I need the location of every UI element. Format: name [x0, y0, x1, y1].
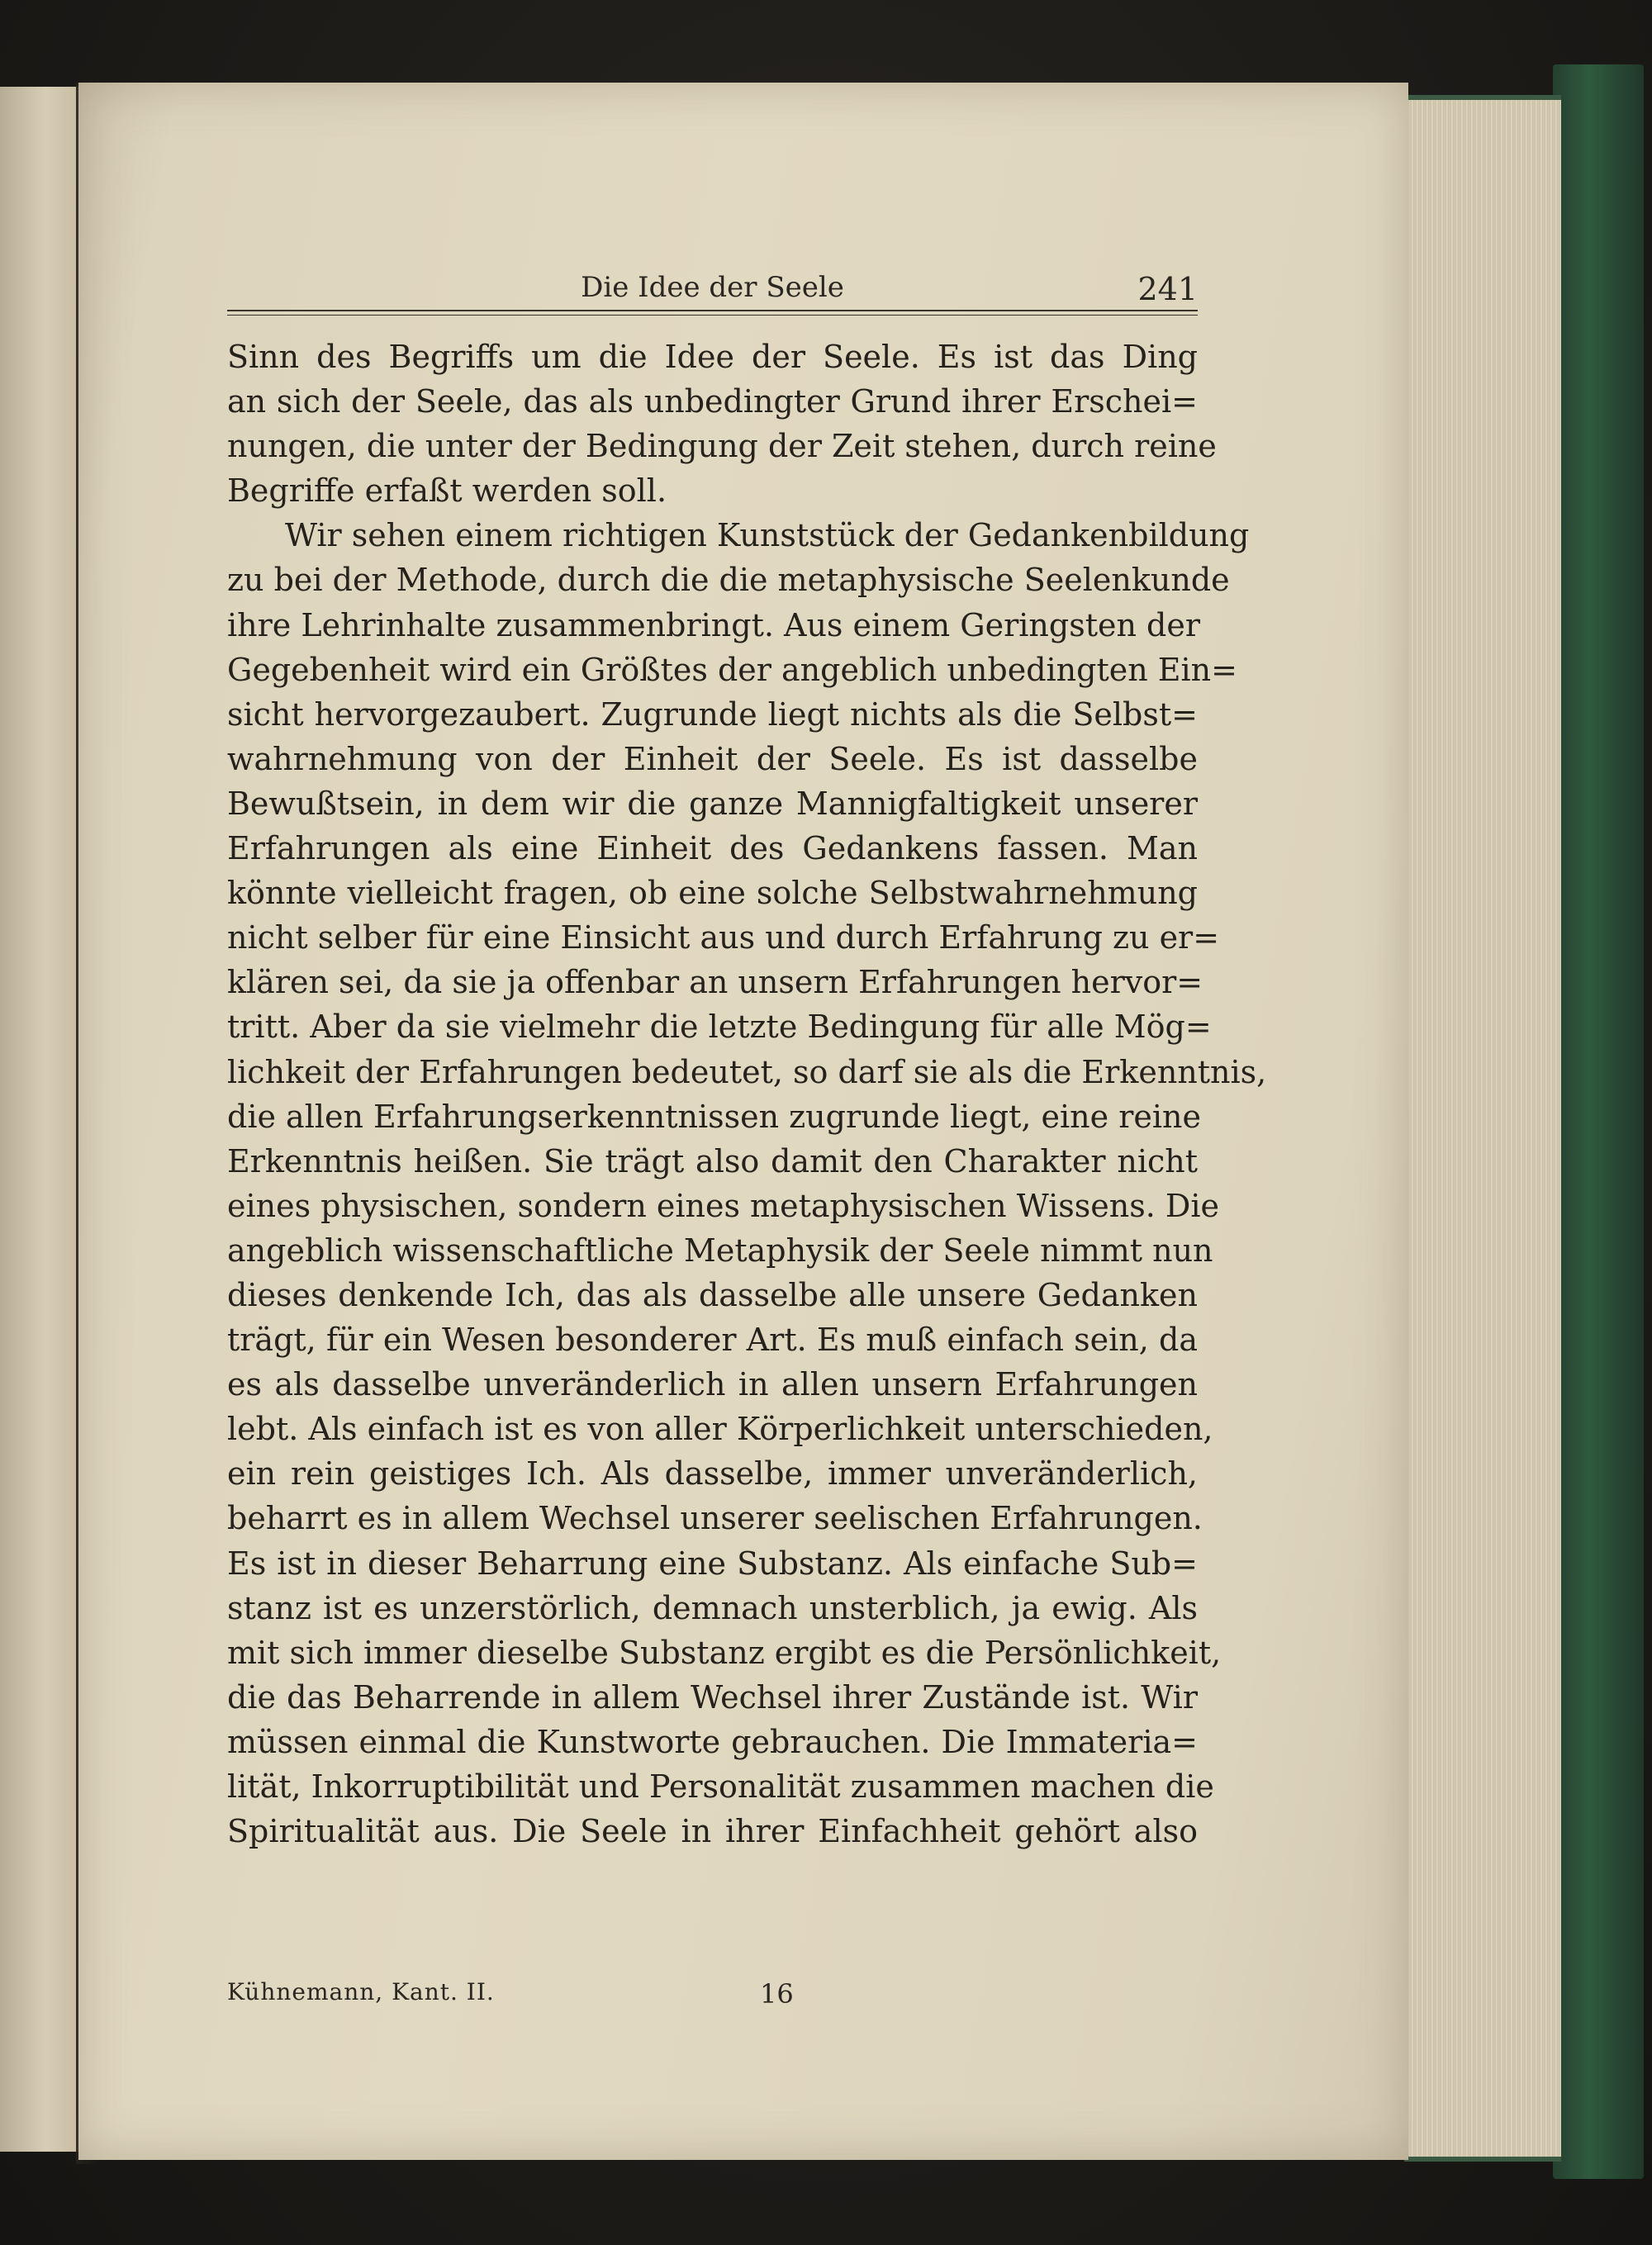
text-line: mit sich immer dieselbe Substanz ergibt es die Persönlichkeit, — [227, 1634, 1222, 1671]
footer-signature: Kühnemann, Kant. II. — [227, 1978, 495, 2005]
text-line: zu bei der Methode, durch die die metaphysische Seelenkunde — [227, 562, 1230, 599]
body-text — [227, 335, 1267, 1853]
text-line: angeblich wissenschaftliche Metaphysik der Seele nimmt nun — [227, 1232, 1213, 1269]
text-line: beharrt es in allem Wechsel unserer seelischen Erfahrungen. — [227, 1500, 1203, 1537]
text-line: die allen Erfahrungserkenntnissen zugrunde liegt, eine reine — [227, 1098, 1201, 1135]
text-line: Begriffe erfaßt werden soll. — [227, 472, 667, 510]
text-line: an sich der Seele, das als unbedingter Grund ihrer Erschei= — [227, 383, 1198, 420]
text-line: Bewußtsein, in dem wir die ganze Mannigfaltigkeit unserer — [227, 785, 1198, 822]
text-line: Sinn des Begriffs um die Idee der Seele. Es ist das Ding — [227, 339, 1198, 375]
text-line: ihre Lehrinhalte zusammenbringt. Aus einem Geringsten der — [227, 606, 1200, 643]
text-line: Wir sehen einem richtigen Kunststück der Gedankenbildung — [285, 517, 1250, 554]
text-line: tritt. Aber da sie vielmehr die letzte Bedingung für alle Mög= — [227, 1009, 1212, 1046]
head-rule-thin — [227, 315, 1198, 316]
text-line: sicht hervorgezaubert. Zugrunde liegt nichts als die Selbst= — [227, 695, 1198, 733]
book-cover — [1553, 64, 1644, 2179]
text-line: lebt. Als einfach ist es von aller Körperlichkeit unterschieden, — [227, 1411, 1213, 1448]
text-line: lität, Inkorruptibilität und Personalität zusammen machen die — [227, 1768, 1214, 1805]
text-line: eines physischen, sondern eines metaphysischen Wissens. Die — [227, 1187, 1219, 1224]
text-line: die das Beharrende in allem Wechsel ihrer Zustände ist. Wir — [227, 1678, 1198, 1716]
text-line: könnte vielleicht fragen, ob eine solche Selbstwahrnehmung — [227, 875, 1198, 912]
text-line: ein rein geistiges Ich. Als dasselbe, immer unveränderlich, — [227, 1455, 1198, 1493]
text-line: Erkenntnis heißen. Sie trägt also damit den Charakter nicht — [227, 1142, 1198, 1179]
text-line: müssen einmal die Kunstworte gebrauchen. Die Immateria= — [227, 1723, 1198, 1760]
text-line: nicht selber für eine Einsicht aus und durch Erfahrung zu er= — [227, 919, 1220, 956]
page-footer — [227, 1978, 1198, 2020]
text-line: Gegebenheit wird ein Größtes der angeblich unbedingten Ein= — [227, 651, 1237, 688]
text-line: Erfahrungen als eine Einheit des Gedankens fassen. Man — [227, 830, 1198, 867]
running-head — [227, 264, 1198, 330]
text-line: Es ist in dieser Beharrung eine Substanz. Als einfache Sub= — [227, 1545, 1198, 1582]
text-line: lichkeit der Erfahrungen bedeutet, so darf sie als die Erkenntnis, — [227, 1053, 1267, 1090]
text-line: stanz ist es unzerstörlich, demnach unsterblich, ja ewig. Als — [227, 1589, 1198, 1626]
page-number: 241 — [1137, 271, 1198, 307]
text-line: dieses denkende Ich, das als dasselbe alle unsere Gedanken — [227, 1276, 1198, 1313]
head-rule — [227, 310, 1198, 311]
text-line: trägt, für ein Wesen besonderer Art. Es muß einfach sein, da — [227, 1322, 1198, 1359]
text-line: Spiritualität aus. Die Seele in ihrer Einfachheit gehört also — [227, 1813, 1198, 1850]
book-page — [78, 83, 1408, 2160]
text-line: wahrnehmung von der Einheit der Seele. Es ist dasselbe — [227, 740, 1198, 777]
page-edges — [1404, 95, 1561, 2162]
sheet-number: 16 — [760, 1978, 794, 2010]
running-head-title: Die Idee der Seele — [581, 271, 844, 304]
text-line: klären sei, da sie ja offenbar an unsern Erfahrungen hervor= — [227, 964, 1203, 1001]
left-page-edge — [0, 87, 78, 2152]
text-line: nungen, die unter der Bedingung der Zeit stehen, durch reine — [227, 428, 1217, 465]
text-line: es als dasselbe unveränderlich in allen unsern Erfahrungen — [227, 1366, 1198, 1403]
